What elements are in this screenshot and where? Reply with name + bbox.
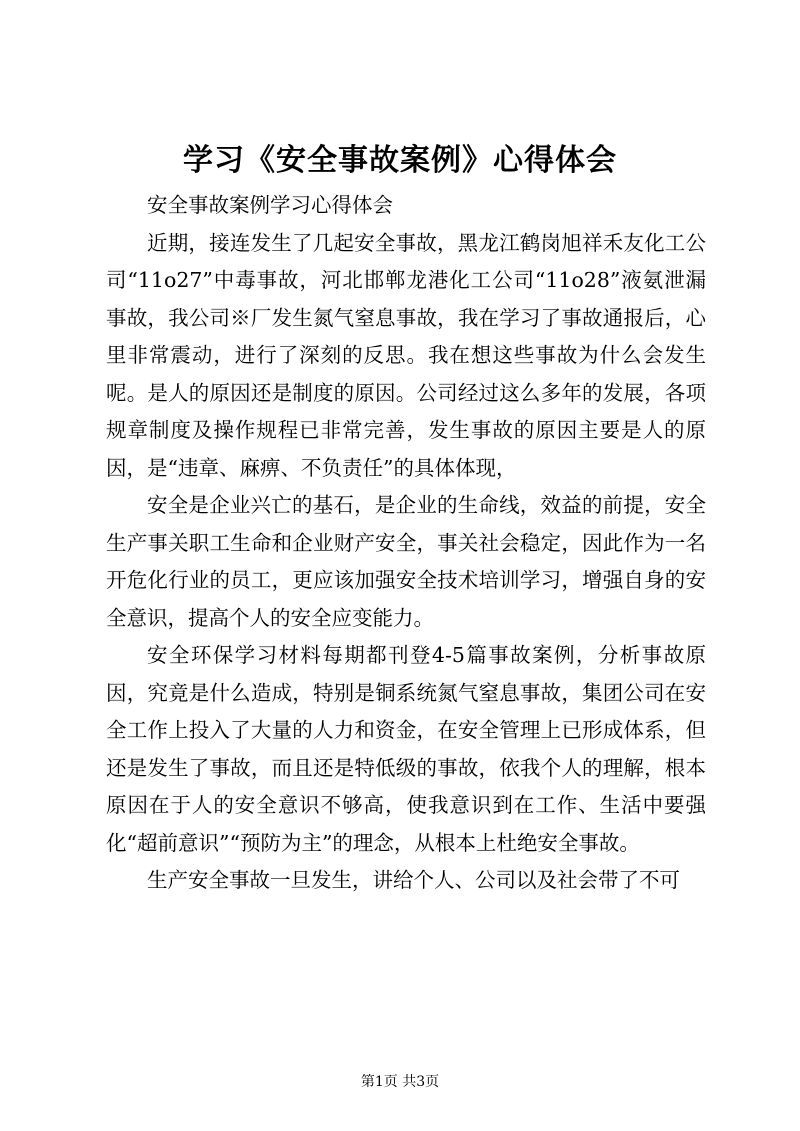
body-paragraph: 生产安全事故一旦发生，讲给个人、公司以及社会带了不可	[147, 868, 680, 892]
page-number-footer: 第1页 共3页	[360, 1074, 440, 1090]
document-body	[106, 187, 706, 900]
body-paragraph: 近期，接连发生了几起安全事故，黑龙江鹤岗旭祥禾友化工公司“11o27”中毒事故，河北邯郸龙港化工公司“11o28”液氨泄漏事故，我公司※厂发生氮气窒息事故，我在学习了事故通报后，心里非常震动，进行了深刻的反思。我在想这些事故为什么会发生呢。是人的原因还是制度的原因。公司经过这么多年的发展，各项规章制度及操作规程已非常完善，发生事故的原因主要是人的原因，是“违章、麻痹、不负责任”的具体体现，	[106, 230, 706, 480]
page-title: 学习《安全事故案例》心得体会	[183, 143, 617, 178]
subtitle-paragraph: 安全事故案例学习心得体会	[147, 193, 393, 217]
body-paragraph: 安全是企业兴亡的基石，是企业的生命线，效益的前提，安全生产事关职工生命和企业财产安全，事关社会稳定，因此作为一名开危化行业的员工，更应该加强安全技术培训学习，增强自身的安全意识，提高个人的安全应变能力。	[106, 493, 706, 630]
body-paragraph: 安全环保学习材料每期都刊登4-5篇事故案例，分析事故原因，究竟是什么造成，特别是铜系统氮气窒息事故，集团公司在安全工作上投入了大量的人力和资金，在安全管理上已形成体系，但还是发生了事故，而且还是特低级的事故，依我个人的理解，根本原因在于人的安全意识不够高，使我意识到在工作、生活中要强化“超前意识”“预防为主”的理念，从根本上杜绝安全事故。	[106, 643, 706, 855]
